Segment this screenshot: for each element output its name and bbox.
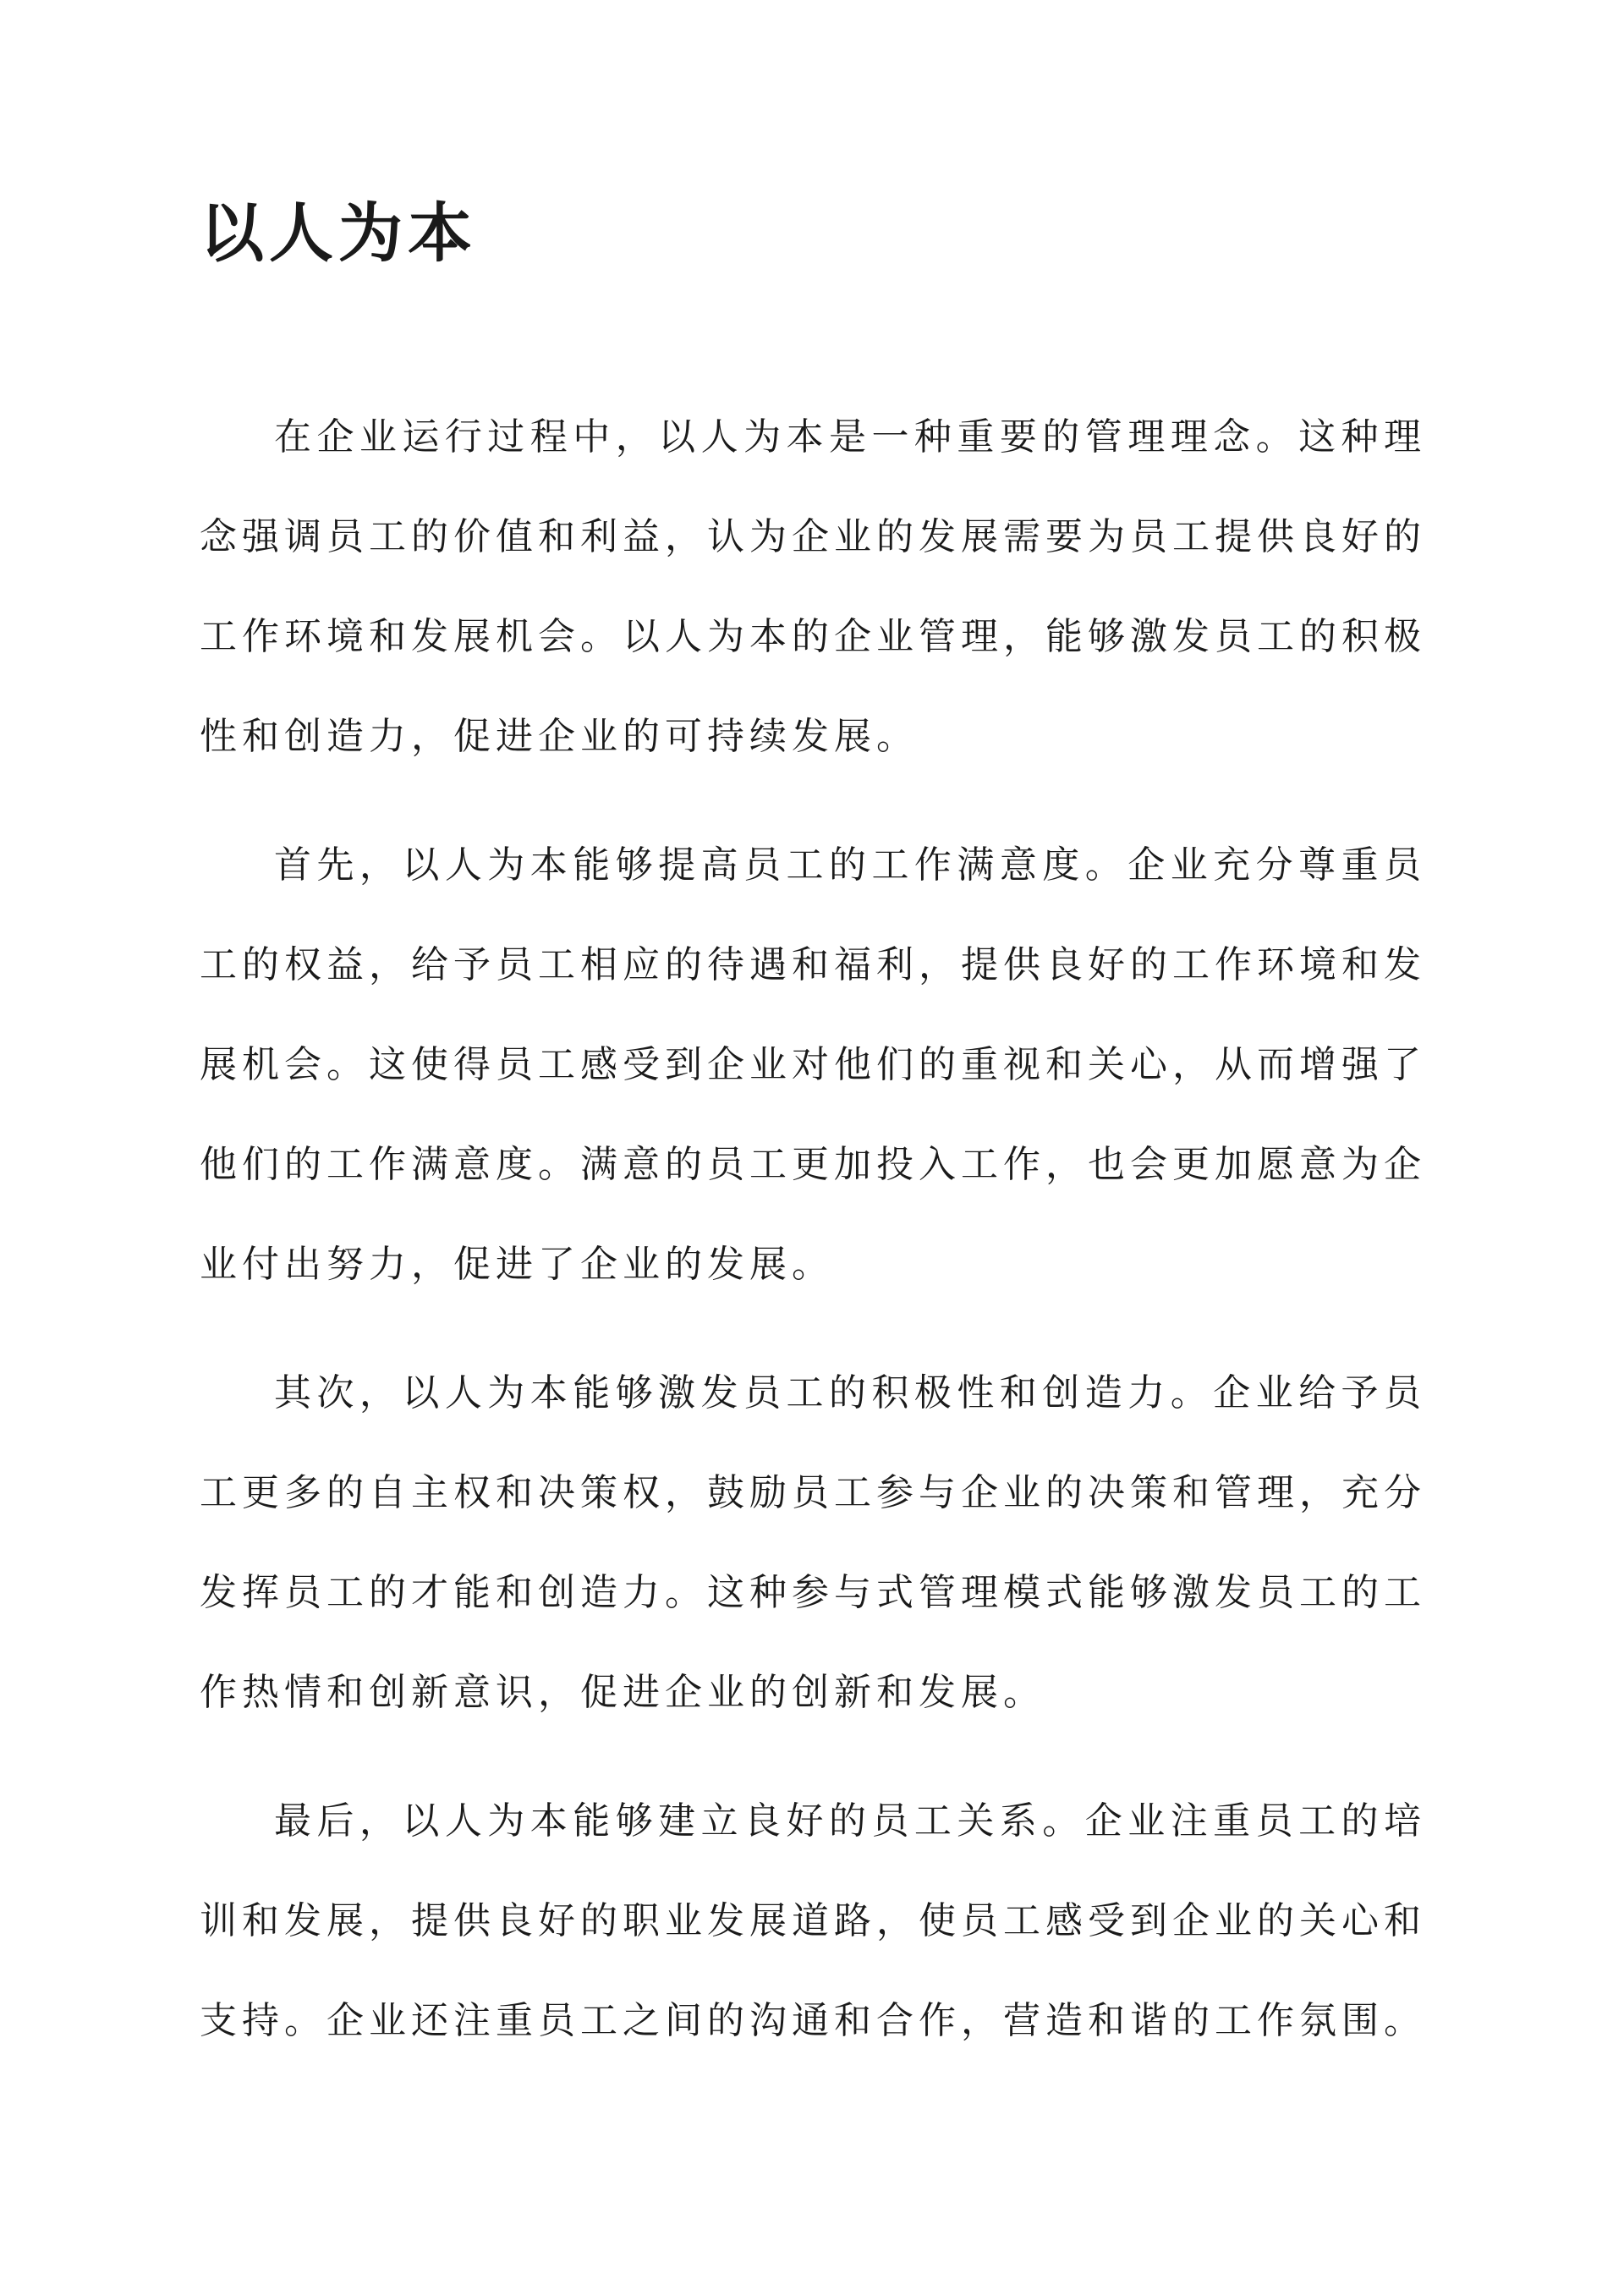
- paragraph-4: 最后，以人为本能够建立良好的员工关系。企业注重员工的培训和发展，提供良好的职业发展道路，使员工感受到企业的关心和支持。企业还注重员工之间的沟通和合作，营造和谐的工作氛围。: [200, 1799, 1426, 2042]
- paragraph-2: 首先，以人为本能够提高员工的工作满意度。企业充分尊重员工的权益，给予员工相应的待遇和福利，提供良好的工作环境和发展机会。这使得员工感受到企业对他们的重视和关心，从而增强了他们的工作满意度。满意的员工更加投入工作，也会更加愿意为企业付出努力，促进了企业的发展。: [200, 843, 1426, 1286]
- paragraph-1: 在企业运行过程中，以人为本是一种重要的管理理念。这种理念强调员工的价值和利益，认为企业的发展需要为员工提供良好的工作环境和发展机会。以人为本的企业管理，能够激发员工的积极性和创造力，促进企业的可持续发展。: [200, 415, 1426, 758]
- document-title: 以人为本: [200, 195, 477, 271]
- document-body: [200, 387, 1426, 2100]
- paragraph-3: 其次，以人为本能够激发员工的积极性和创造力。企业给予员工更多的自主权和决策权，鼓励员工参与企业的决策和管理，充分发挥员工的才能和创造力。这种参与式管理模式能够激发员工的工作热情和创新意识，促进企业的创新和发展。: [200, 1371, 1426, 1714]
